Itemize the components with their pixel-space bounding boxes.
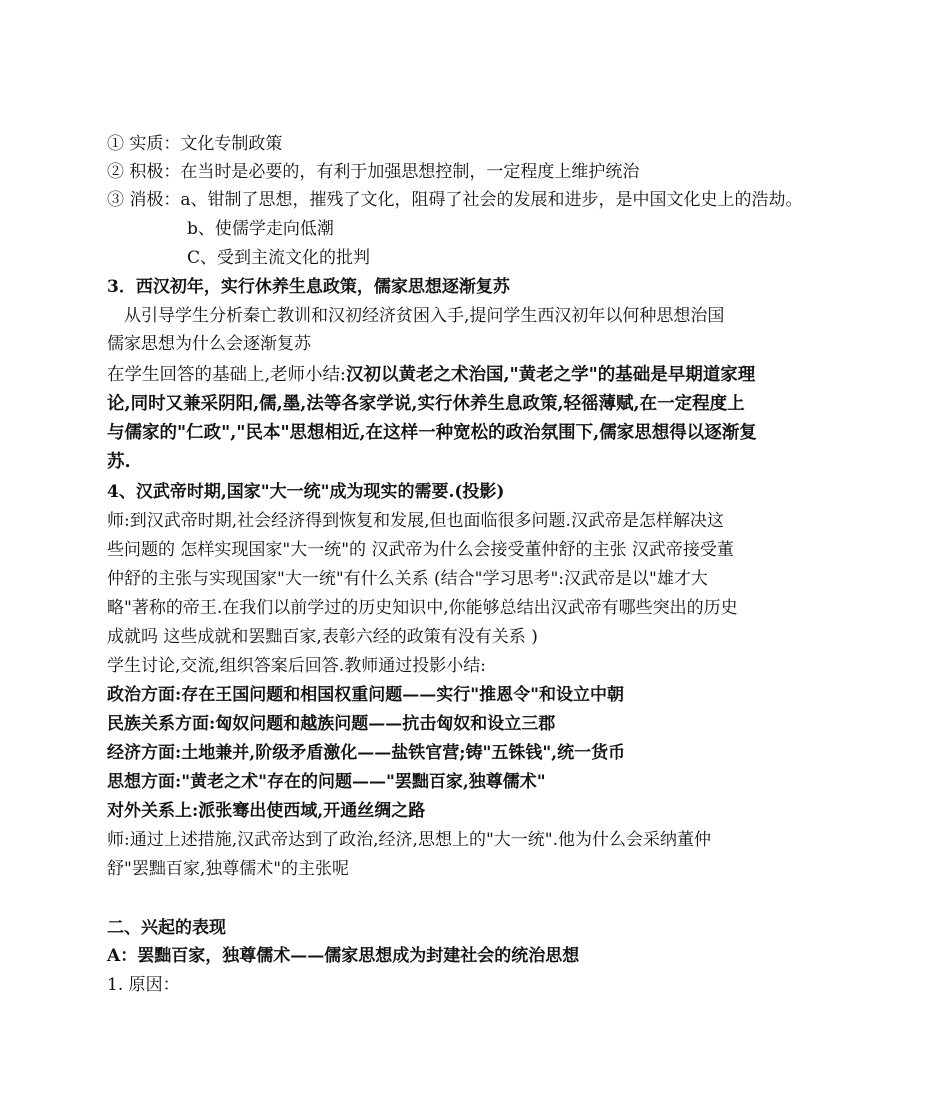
text-line: 儒家思想为什么会逐渐复苏 xyxy=(107,334,311,354)
text-line: 从引导学生分析秦亡教训和汉初经济贫困入手,提问学生西汉初年以何种思想治国 xyxy=(124,306,725,326)
text-line: 些问题的 怎样实现国家"大一统"的 汉武帝为什么会接受董仲舒的主张 汉武帝接受董 xyxy=(107,540,734,560)
text-line: 师:到汉武帝时期,社会经济得到恢复和发展,但也面临很多问题.汉武帝是怎样解决这 xyxy=(107,511,724,531)
text-line: 与儒家的"仁政","民本"思想相近,在这样一种宽松的政治氛围下,儒家思想得以逐渐复 xyxy=(107,423,757,443)
text-line: 对外关系上:派张骞出使西域,开通丝绸之路 xyxy=(107,801,426,821)
text-line: 舒"罢黜百家,独尊儒术"的主张呢 xyxy=(107,859,350,879)
text-line: ② 积极：在当时是必要的，有利于加强思想控制，一定程度上维护统治 xyxy=(107,162,640,182)
text-line: b、使儒学走向低潮 xyxy=(187,219,334,239)
section-heading: 3．西汉初年，实行休养生息政策，儒家思想逐渐复苏 xyxy=(107,277,510,297)
text-line xyxy=(107,363,755,387)
text-line: 成就吗 这些成就和罢黜百家,表彰六经的政策有没有关系 ) xyxy=(107,627,538,647)
text-line: 师:通过上述措施,汉武帝达到了政治,经济,思想上的"大一统".他为什么会采纳董仲 xyxy=(107,830,711,850)
text-line: 论,同时又兼采阴阳,儒,墨,法等各家学说,实行休养生息政策,轻徭薄赋,在一定程度上 xyxy=(107,394,745,414)
text-line: 政治方面:存在王国问题和相国权重问题——实行"推恩令"和设立中朝 xyxy=(107,685,624,705)
text-line: 1. 原因： xyxy=(107,975,180,995)
text-line: 仲舒的主张与实现国家"大一统"有什么关系 (结合"学习思考":汉武帝是以"雄才大 xyxy=(107,569,708,589)
text-line: 略"著称的帝王.在我们以前学过的历史知识中,你能够总结出汉武帝有哪些突出的历史 xyxy=(107,598,738,618)
text-line: 民族关系方面:匈奴问题和越族问题——抗击匈奴和设立三郡 xyxy=(107,714,556,734)
section-heading: 4、汉武帝时期,国家"大一统"成为现实的需要.(投影) xyxy=(107,482,505,502)
text-line: ① 实质：文化专制政策 xyxy=(107,134,283,154)
text-line: 学生讨论,交流,组织答案后回答.教师通过投影小结: xyxy=(107,656,486,676)
text-line: 苏. xyxy=(107,452,131,472)
text-line: 经济方面:土地兼并,阶级矛盾激化——盐铁官营;铸"五铢钱",统一货币 xyxy=(107,743,626,763)
text-line: 思想方面:"黄老之术"存在的问题——"罢黜百家,独尊儒术" xyxy=(107,772,546,792)
text-line: ③ 消极：a、钳制了思想，摧残了文化，阻碍了社会的发展和进步，是中国文化史上的浩劫。 xyxy=(107,190,803,210)
section-heading: 二、兴起的表现 xyxy=(107,918,226,938)
section-heading: A：罢黜百家，独尊儒术——儒家思想成为封建社会的统治思想 xyxy=(107,946,580,966)
text-normal: 在学生回答的基础上,老师小结: xyxy=(107,365,346,385)
text-line: C、受到主流文化的批判 xyxy=(187,248,371,268)
text-bold: 汉初以黄老之术治国,"黄老之学"的基础是早期道家理 xyxy=(345,365,756,385)
